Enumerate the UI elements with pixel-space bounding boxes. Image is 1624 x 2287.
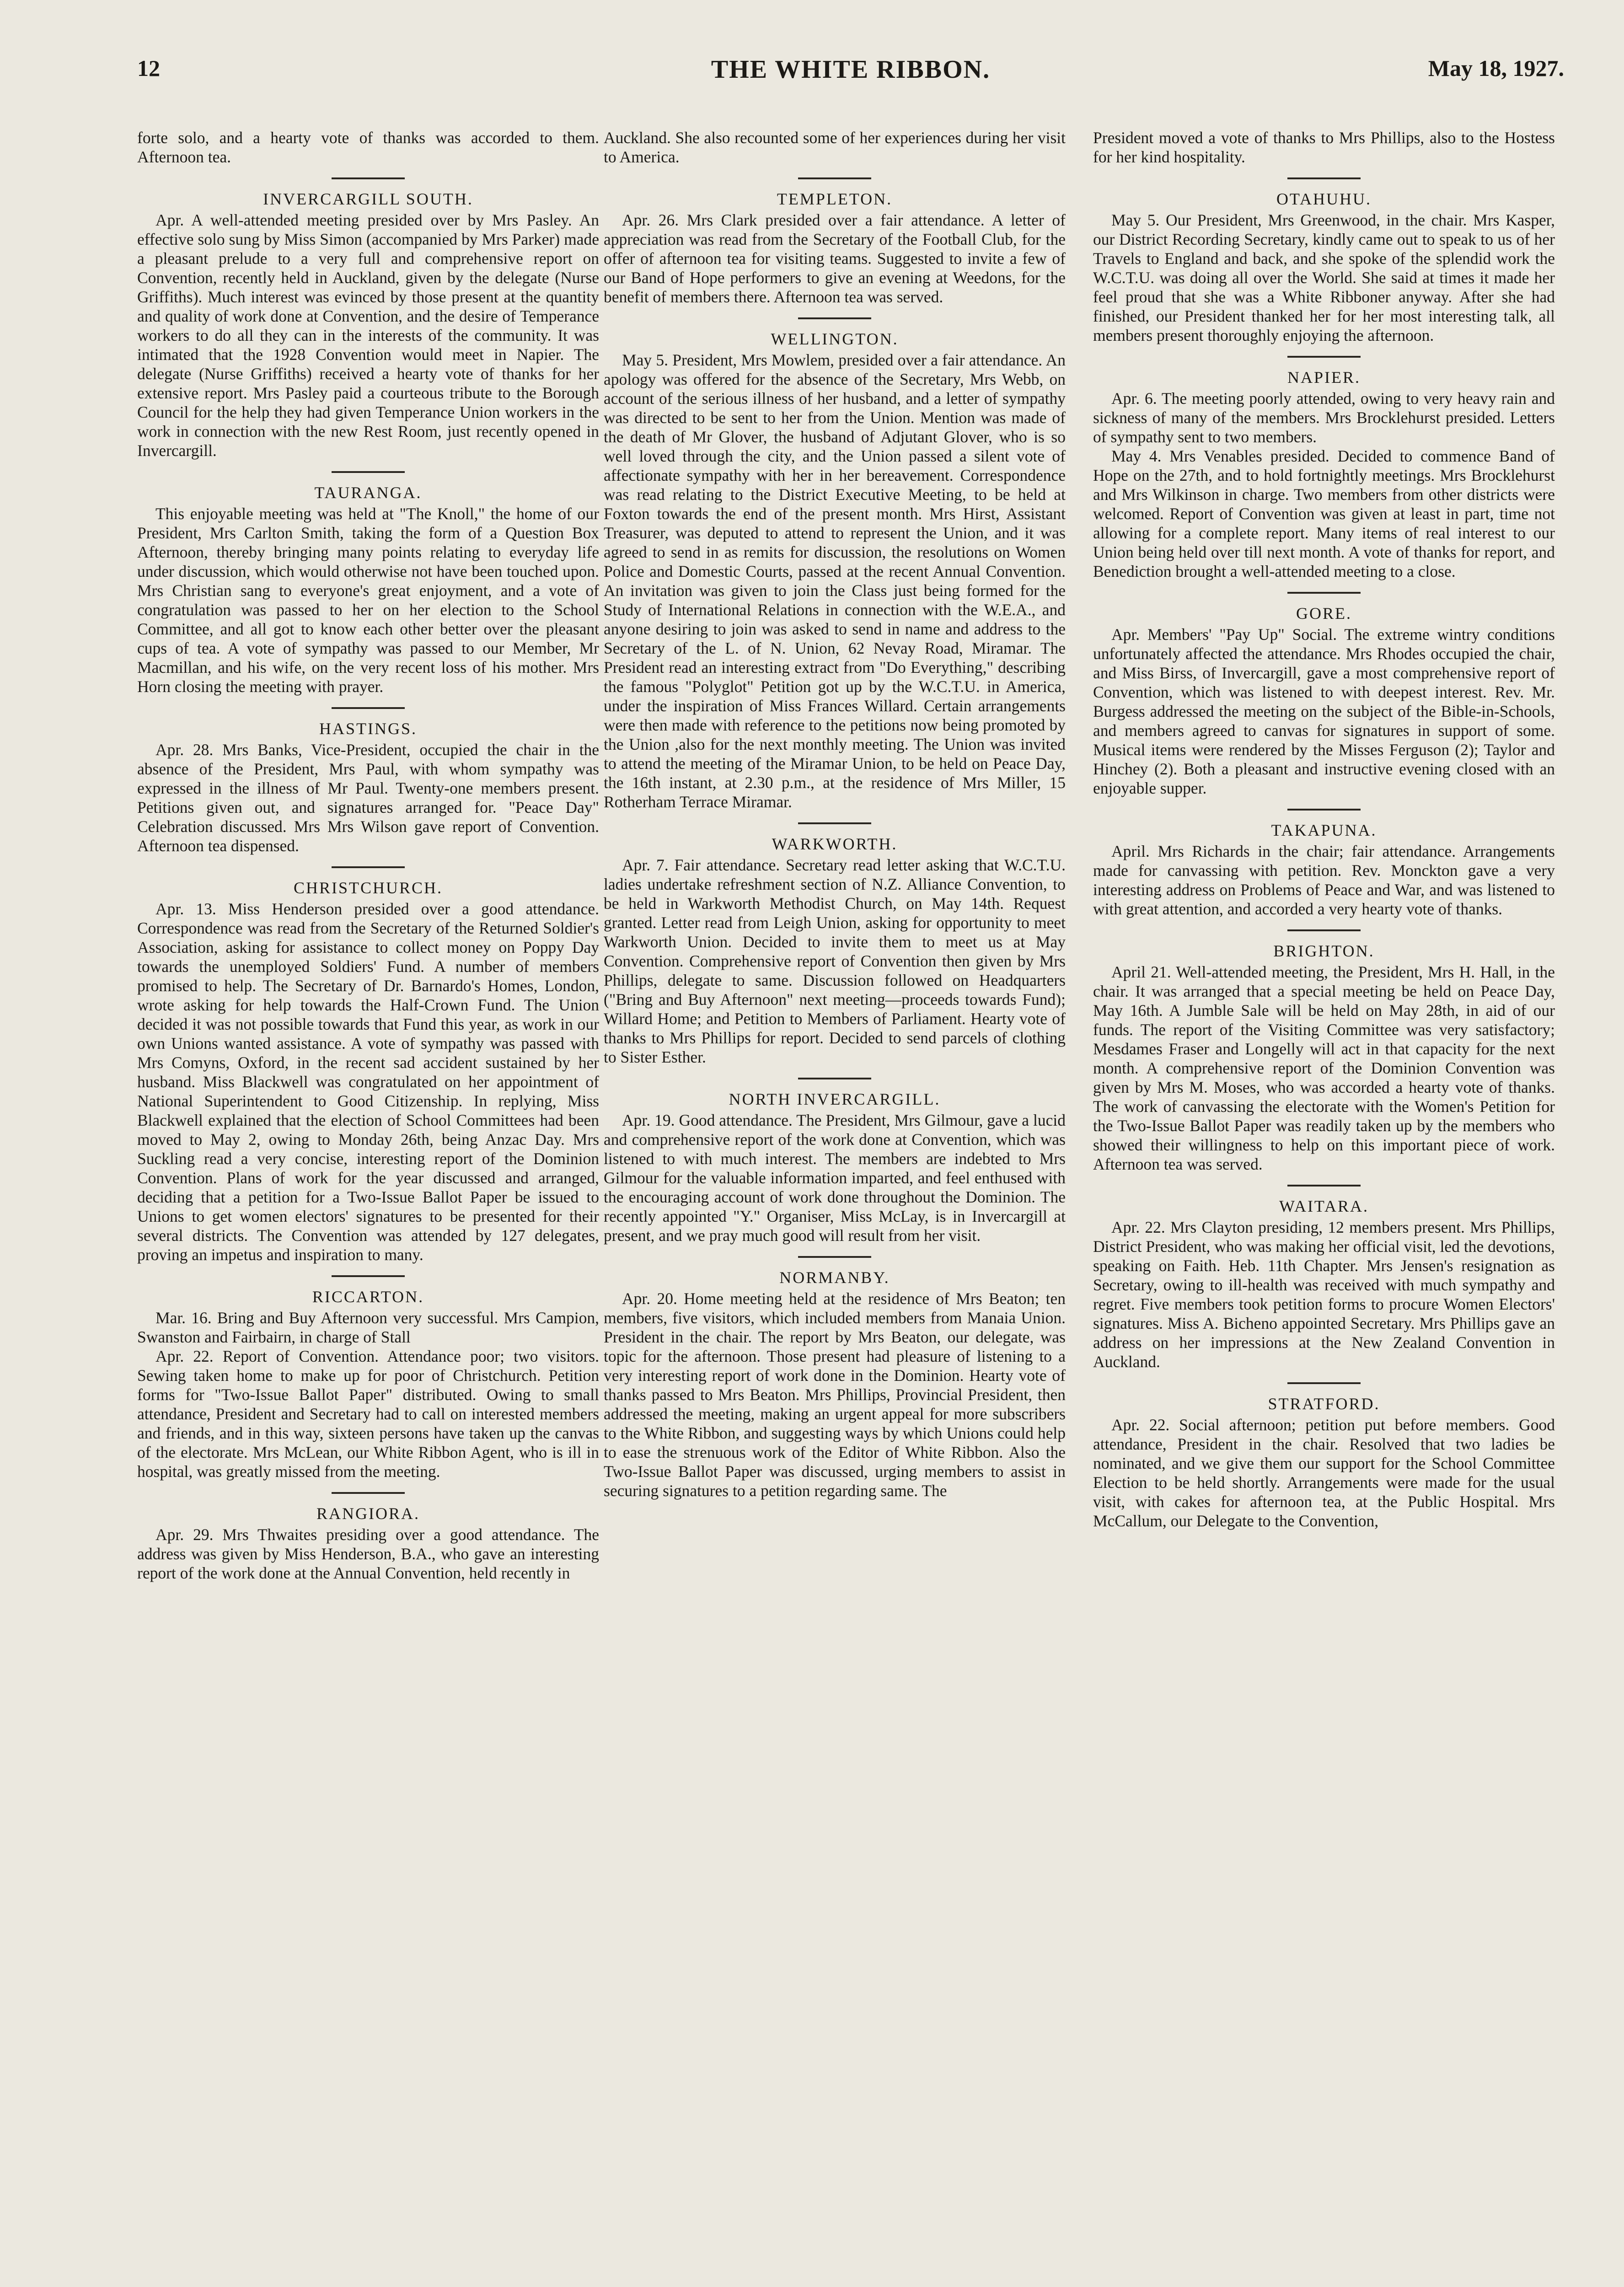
publication-title: THE WHITE RIBBON.: [711, 55, 991, 84]
section-divider: [1287, 177, 1361, 179]
report-paragraph: April 21. Well-attended meeting, the President, Mrs H. Hall, in the chair. It was arranged that a special meeting be held on Peace Day, May 16th. A Jumble Sale will be held on May 28th, in aid of our funds. The report of the Visiting Committee was very satisfactory; Mesdames Fraser and Longelly will act in that capacity for the next month. A comprehensive report of the Dominion Convention was given by Mrs M. Moses, who was accorded a hearty vote of thanks. The work of canvassing the electorate with the Women's Petition for the Two-Issue Ballot Paper was readily taken up by the members who showed their willingness to help on this important piece of work. Afternoon tea was served.: [1093, 963, 1555, 1173]
section-heading: WARKWORTH.: [772, 835, 898, 853]
section-divider: [332, 866, 405, 868]
report-paragraph: Apr. A well-attended meeting presided over by Mrs Pasley. An effective solo sung by Miss Simon (accompanied by Mrs Parker) made a pleasant prelude to a very full and comprehensive report on Convention, recently held in Auckland, given by the delegate (Nurse Griffiths). Much interest was evinced by those present at the quantity and quality of work done at Convention, and the desire of Temperance workers to do all they can in the interests of the community. It was intimated that the 1928 Convention would meet in Napier. The delegate (Nurse Griffiths) received a hearty vote of thanks for her extensive report. Mrs Pasley paid a courteous tribute to the Borough Council for the help they had given Temperance Union workers in the work in connection with the new Rest Room, just recently opened in Invercargill.: [137, 211, 599, 460]
section-divider: [1287, 929, 1361, 931]
section-divider: [332, 471, 405, 473]
report-section: [1093, 189, 1555, 345]
report-section: [1093, 941, 1555, 1174]
report-section: [137, 719, 599, 855]
report-paragraph: Mar. 16. Bring and Buy Afternoon very successful. Mrs Campion, Swanston and Fairbairn, in charge of Stall: [137, 1309, 599, 1346]
report-paragraph: Apr. 13. Miss Henderson presided over a good attendance. Correspondence was read from the Secretary of the Returned Soldier's Association, asking for assistance to collect money on Poppy Day towards the unemployed Soldiers' Fund. A number of members promised to help. The Secretary of Dr. Barnardo's Homes, London, wrote asking for help towards the Half-Crown Fund. The Union decided it was not possible towards that Fund this year, as work in our own Unions wanted assistance. A vote of sympathy was passed with Mrs Comyns, Oxford, in the recent sad accident sustained by her husband. Miss Blackwell was congratulated on her appointment of National Superintendent to Good Citizenship. In replying, Miss Blackwell explained that the election of School Committees had been moved to May 2, owing to Monday 26th, being Anzac Day. Mrs Suckling read a very concise, interesting report of the Dominion Convention. Plans of work for the year discussed and arranged, deciding that a petition for a Two-Issue Ballot Paper be issued to Unions to get women electors' signatures to be presented for their several districts. The Convention was attended by 127 delegates, proving an impetus and inspiration to many.: [137, 900, 599, 1264]
report-section: [137, 189, 599, 460]
report-section: [1093, 821, 1555, 918]
section-heading: BRIGHTON.: [1273, 942, 1375, 960]
section-divider: [1287, 1382, 1361, 1384]
continued-paragraph: Auckland. She also recounted some of her experiences during her visit to America.: [604, 129, 1066, 166]
section-divider: [798, 822, 871, 824]
section-heading: TAKAPUNA.: [1271, 821, 1377, 839]
report-paragraph: Apr. 22. Social afternoon; petition put before members. Good attendance, President in the chair. Resolved that two ladies be nominated, and we give them our support for the School Committee Election to be held shortly. Arrangements were made for the usual visit, with cakes for afternoon tea, at the Public Hospital. Mrs McCallum, our Delegate to the Convention,: [1093, 1416, 1555, 1530]
report-section: [604, 1090, 1066, 1245]
continued-paragraph: forte solo, and a hearty vote of thanks was accorded to them. Afternoon tea.: [137, 129, 599, 166]
report-section: [137, 1287, 599, 1481]
report-section: [1093, 368, 1555, 581]
report-section: [1093, 604, 1555, 798]
section-heading: WELLINGTON.: [771, 330, 899, 348]
section-heading: TAURANGA.: [314, 483, 422, 502]
report-paragraph: Apr. 28. Mrs Banks, Vice-President, occupied the chair in the absence of the President, Mrs Paul, with whom sympathy was expressed in the illness of Mr Paul. Twenty-one members present. Petitions given out, and signatures arranged for. "Peace Day" Celebration discussed. Mrs Mrs Wilson gave report of Convention. Afternoon tea dispensed.: [137, 741, 599, 855]
section-heading: STRATFORD.: [1268, 1395, 1380, 1413]
section-divider: [332, 1492, 405, 1494]
report-paragraph: Apr. Members' "Pay Up" Social. The extreme wintry conditions unfortunately affected the attendance. Mrs Rhodes occupied the chair, and Miss Birss, of Invercargill, gave a most comprehensive report of Convention, which was listened to with deepest interest. Rev. Mr. Burgess addressed the meeting on the subject of the Bible-in-Schools, and members agreed to canvas for signatures in support of some. Musical items were rendered by the Misses Ferguson (2); Taylor and Hinchey (2). Both a pleasant and instructive evening closed with an enjoyable supper.: [1093, 625, 1555, 797]
section-heading: INVERCARGILL SOUTH.: [263, 190, 473, 208]
page-number: 12: [137, 55, 160, 81]
report-paragraph: This enjoyable meeting was held at "The Knoll," the home of our President, Mrs Carlton Smith, taking the form of a Question Box Afternoon, thereby bringing many points relating to everyday life under discussion, which would otherwise not have been touched upon. Mrs Christian sang to everyone's great enjoyment, and a vote of congratulation was passed to her on her election to the School Committee, and all got to know each other better over the pleasant cups of tea. A vote of sympathy was passed to our Member, Mr Macmillan, and his wife, on the very recent loss of his mother. Mrs Horn closing the meeting with prayer.: [137, 505, 599, 696]
section-divider: [332, 1275, 405, 1277]
section-divider: [798, 1256, 871, 1258]
report-paragraph: May 5. Our President, Mrs Greenwood, in the chair. Mrs Kasper, our District Recording Secretary, kindly came out to speak to us of her Travels to England and back, and she spoke of the splendid work the W.C.T.U. was doing all over the World. She said at times it made her feel proud that she was a White Ribboner anyway. After she had finished, our President thanked her for her most interesting talk, all members present thoroughly enjoying the afternoon.: [1093, 211, 1555, 344]
section-divider: [1287, 809, 1361, 811]
report-paragraph: May 5. President, Mrs Mowlem, presided over a fair attendance. An apology was offered for the absence of the Secretary, Mrs Webb, on account of the serious illness of her husband, and a letter of sympathy was directed to be sent to her from the Union. Mention was made of the death of Mr Glover, the husband of Adjutant Glover, who is so well loved through the city, and the Union passed a silent vote of affectionate sympathy with her in her bereavement. Correspondence was read relating to the District Executive Meeting, to be held at Foxton towards the end of the present month. Mrs Hirst, Assistant Treasurer, was deputed to attend to represent the Union, and it was agreed to send in as remits for discussion, the resolutions on Women Police and Domestic Courts, passed at the recent Annual Convention. An invitation was given to join the Class just being formed for the Study of International Relations in connection with the W.E.A., and anyone desiring to join was asked to send in name and address to the Secretary of the L. of N. Union, 62 Nevay Road, Miramar. The President read an interesting extract from "Do Everything," describing the famous "Polyglot" Petition got up by the W.C.T.U. in America, under the inspiration of Miss Frances Willard. Certain arrangements were then made with reference to the petitions now being promoted by the Union ,also for the next monthly meeting. The Union was invited to attend the meeting of the Miramar Union, to be held on Peace Day, the 16th instant, at 2.30 p.m., at the residence of Mrs Miller, 15 Rotherham Terrace Miramar.: [604, 351, 1066, 811]
section-divider: [1287, 592, 1361, 594]
section-divider: [332, 707, 405, 709]
report-section: [604, 189, 1066, 306]
section-divider: [1287, 1185, 1361, 1186]
section-heading: RICCARTON.: [312, 1288, 424, 1306]
report-section: [1093, 1394, 1555, 1530]
column-2: [604, 128, 1066, 2287]
section-divider: [798, 317, 871, 319]
section-heading: CHRISTCHURCH.: [293, 879, 443, 897]
report-paragraph: Apr. 29. Mrs Thwaites presiding over a good attendance. The address was given by Miss Henderson, B.A., who gave an interesting report of the work done at the Annual Convention, held recently in: [137, 1525, 599, 1582]
section-heading: TEMPLETON.: [777, 190, 893, 208]
report-paragraph: April. Mrs Richards in the chair; fair attendance. Arrangements made for canvassing with petition. Rev. Monckton gave a very interesting address on Problems of Peace and War, and was listened to with great attention, and accorded a very hearty vote of thanks.: [1093, 842, 1555, 918]
column-3: [1093, 128, 1555, 2287]
report-paragraph: Apr. 19. Good attendance. The President, Mrs Gilmour, gave a lucid and comprehensive report of the work done at Convention, which was listened to with much interest. The members are indebted to Mrs Gilmour for the valuable information imparted, and feel enthused with the encouraging account of work done throughout the Dominion. The recently appointed "Y." Organiser, Miss McLay, is in Invercargill at present, and we pray much good will result from her visit.: [604, 1111, 1066, 1245]
section-heading: NAPIER.: [1287, 368, 1361, 387]
section-divider: [798, 177, 871, 179]
section-heading: GORE.: [1296, 604, 1352, 623]
issue-date: May 18, 1927.: [1428, 55, 1564, 81]
report-section: [1093, 1197, 1555, 1371]
report-paragraph: Apr. 20. Home meeting held at the residence of Mrs Beaton; ten members, five visitors, which included members from Manaia Union. President in the chair. The report by Mrs Beaton, our delegate, was topic for the afternoon. Those present had pleasure of listening to a very interesting report of work done in the Dominion. Hearty vote of thanks passed to Mrs Beaton. Mrs Phillips, Provincial President, then addressed the meeting, making an urgent appeal for more subscribers to the White Ribbon, and suggesting ways by which Unions could help to ease the strenuous work of the Editor of White Ribbon. Also the Two-Issue Ballot Paper was discussed, urging members to assist in securing signatures to a petition regarding same. The: [604, 1289, 1066, 1500]
section-heading: NORMANBY.: [779, 1268, 890, 1287]
section-heading: WAITARA.: [1279, 1197, 1369, 1215]
section-heading: RANGIORA.: [316, 1504, 420, 1523]
section-heading: HASTINGS.: [319, 719, 417, 738]
continued-paragraph: President moved a vote of thanks to Mrs Phillips, also to the Hostess for her kind hospitality.: [1093, 129, 1555, 166]
report-paragraph: Apr. 26. Mrs Clark presided over a fair attendance. A letter of appreciation was read from the Secretary of the Football Club, for the offer of afternoon tea for visiting teams. Suggested to invite a few of our Band of Hope performers to give an evening at Weedons, for the benefit of members there. Afternoon tea was served.: [604, 211, 1066, 306]
report-section: [604, 1268, 1066, 1500]
report-section: [604, 834, 1066, 1067]
report-paragraph: Apr. 7. Fair attendance. Secretary read letter asking that W.C.T.U. ladies undertake refreshment section of N.Z. Alliance Convention, to be held in Warkworth Methodist Church, on May 14th. Request granted. Letter read from Leigh Union, asking for opportunity to meet Warkworth Union. Decided to invite them to meet us at May Convention. Comprehensive report of Convention then given by Mrs Phillips, delegate to same. Discussion followed on Headquarters ("Bring and Buy Afternoon" next meeting—proceeds towards Fund); Willard Home; and Petition to Members of Parliament. Hearty vote of thanks to Mrs Phillips for report. Decided to send parcels of clothing to Sister Esther.: [604, 856, 1066, 1066]
report-section: [137, 483, 599, 696]
report-paragraph: Apr. 22. Mrs Clayton presiding, 12 members present. Mrs Phillips, District President, who was making her official visit, led the devotions, speaking on Faith. Heb. 11th Chapter. Mrs Jensen's resignation as Secretary, owing to ill-health was received with much sympathy and regret. Five members took petition forms to procure Women Electors' signatures. Miss A. Bicheno appointed Secretary. Mrs Phillips gave an address on her impressions at the New Zealand Convention in Auckland.: [1093, 1218, 1555, 1371]
report-section: [137, 878, 599, 1264]
report-paragraph: Apr. 22. Report of Convention. Attendance poor; two visitors. Sewing taken home to make up for poor of Christchurch. Petition forms for "Two-Issue Ballot Paper" distributed. Owing to small attendance, President and Secretary had to call on interested members and friends, and in this way, sixteen persons have taken up the canvas of the electorate. Mrs McLean, our White Ribbon Agent, who is ill in hospital, was greatly missed from the meeting.: [137, 1347, 599, 1481]
section-heading: NORTH INVERCARGILL.: [729, 1090, 941, 1108]
section-divider: [332, 177, 405, 179]
report-section: [604, 329, 1066, 811]
section-heading: OTAHUHU.: [1276, 190, 1372, 208]
report-section: [137, 1504, 599, 1583]
column-1: [137, 128, 599, 2287]
section-divider: [1287, 356, 1361, 358]
page-header: [137, 55, 1564, 96]
section-divider: [798, 1078, 871, 1079]
report-paragraph: Apr. 6. The meeting poorly attended, owing to very heavy rain and sickness of many of the members. Mrs Brocklehurst presided. Letters of sympathy sent to two members.: [1093, 389, 1555, 446]
report-paragraph: May 4. Mrs Venables presided. Decided to commence Band of Hope on the 27th, and to hold fortnightly meetings. Mrs Brocklehurst and Mrs Wilkinson in charge. Two members from other districts were welcomed. Report of Convention was given at least in part, time not allowing for a complete report. Many items of real interest to our Union being held over till next month. A vote of thanks for report, and Benediction brought a well-attended meeting to a close.: [1093, 447, 1555, 580]
